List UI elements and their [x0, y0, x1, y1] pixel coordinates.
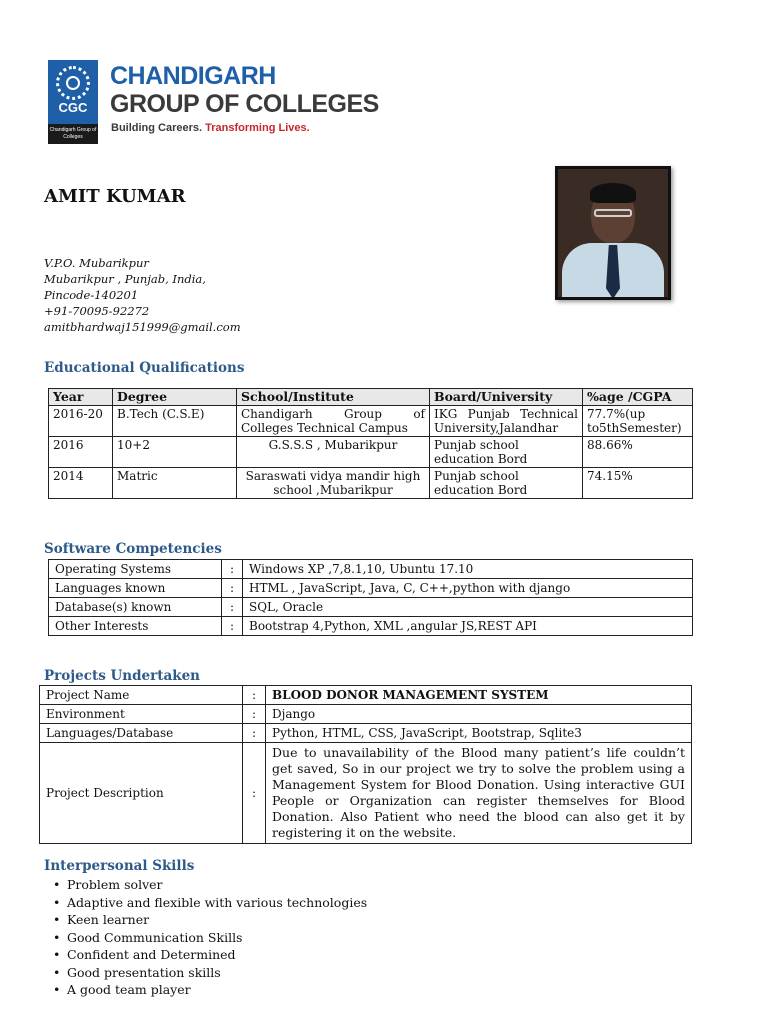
cell-label: Environment [40, 705, 243, 724]
list-item [53, 911, 367, 929]
skill-text: A good team player [67, 982, 191, 997]
list-item [53, 981, 367, 999]
list-item [53, 929, 367, 947]
table-row [40, 705, 692, 724]
skill-text: Good presentation skills [67, 964, 221, 980]
cell-separator: : [222, 598, 243, 617]
email-address: amitbhardwaj151999@gmail.com [44, 320, 241, 334]
cell-degree: B.Tech (C.S.E) [113, 406, 237, 437]
cell-separator: : [243, 743, 266, 844]
list-item [53, 876, 367, 894]
table-row [49, 617, 693, 636]
cell-value: Python, HTML, CSS, JavaScript, Bootstrap, Sqlite3 [266, 724, 692, 743]
emblem-caption: Chandigarh Group of Colleges [48, 124, 98, 144]
cell-label: Database(s) known [49, 598, 222, 617]
cell-board: Punjab school education Bord [430, 437, 583, 468]
header-school: School/Institute [237, 389, 430, 406]
header-percentage: %age /CGPA [583, 389, 693, 406]
cgc-emblem [48, 60, 98, 144]
bullet-icon: • [53, 877, 61, 892]
address-line: Mubarikpur , Punjab, India, [44, 272, 206, 286]
cell-board: IKG Punjab Technical University,Jalandhar [430, 406, 583, 437]
skill-text: Keen learner [67, 912, 150, 927]
cell-separator: : [243, 686, 266, 705]
tagline-part2: Transforming Lives. [205, 122, 310, 134]
cell-percentage: 77.7%(up to5thSemester) [583, 406, 693, 437]
bullet-icon: • [53, 929, 61, 945]
table-row [40, 686, 692, 705]
cell-value: Bootstrap 4,Python, XML ,angular JS,REST API [243, 617, 693, 636]
cell-board: Punjab school education Bord [430, 468, 583, 499]
software-heading: Software Competencies [44, 541, 222, 557]
cell-value: Windows XP ,7,8.1,10, Ubuntu 17.10 [243, 560, 693, 579]
bullet-icon: • [53, 947, 61, 962]
table-row [49, 437, 693, 468]
project-name: BLOOD DONOR MANAGEMENT SYSTEM [266, 686, 692, 705]
cell-label: Project Description [40, 743, 243, 844]
cell-label: Project Name [40, 686, 243, 705]
profile-photo [555, 166, 671, 300]
phone-number: +91-70095-92272 [44, 304, 150, 318]
cell-year: 2016-20 [49, 406, 113, 437]
table-header-row [49, 389, 693, 406]
bullet-icon: • [53, 982, 61, 997]
address-line: V.P.O. Mubarikpur [44, 256, 149, 270]
cell-value: Django [266, 705, 692, 724]
cell-year: 2014 [49, 468, 113, 499]
table-row [40, 743, 692, 844]
cell-separator: : [222, 560, 243, 579]
tagline-part1: Building Careers. [111, 122, 203, 134]
skill-text: Adaptive and flexible with various technologies [67, 894, 368, 910]
gear-icon [56, 66, 90, 100]
table-row [49, 468, 693, 499]
list-item [53, 894, 367, 912]
bullet-icon: • [53, 964, 61, 980]
logo-title-line2: GROUP OF COLLEGES [110, 90, 379, 118]
header-year: Year [49, 389, 113, 406]
list-item [53, 964, 367, 982]
header-board: Board/University [430, 389, 583, 406]
cell-percentage: 74.15% [583, 468, 693, 499]
table-row [49, 560, 693, 579]
software-table [48, 559, 693, 636]
cell-year: 2016 [49, 437, 113, 468]
projects-heading: Projects Undertaken [44, 668, 200, 684]
skill-text: Problem solver [67, 877, 163, 892]
candidate-name: AMIT KUMAR [44, 186, 186, 207]
cell-percentage: 88.66% [583, 437, 693, 468]
address-line: Pincode-140201 [44, 288, 139, 302]
cell-degree: 10+2 [113, 437, 237, 468]
cell-separator: : [243, 705, 266, 724]
project-description: Due to unavailability of the Blood many patient’s life couldn’t get saved, So in our project we try to solve the problem using a Management System for Blood Donation. Using interactive GUI People or Organization can register themselves for Blood Donation. Also Patient who need the blood can also get it by registering it on the website. [266, 743, 692, 844]
cell-degree: Matric [113, 468, 237, 499]
cell-school: Chandigarh Group of Colleges Technical Campus [237, 406, 430, 437]
cell-label: Languages/Database [40, 724, 243, 743]
logo-tagline [111, 122, 310, 134]
bullet-icon: • [53, 894, 61, 910]
logo-title-line1: CHANDIGARH [110, 62, 276, 90]
cell-label: Languages known [49, 579, 222, 598]
cell-separator: : [243, 724, 266, 743]
cell-school: Saraswati vidya mandir high school ,Mubarikpur [237, 468, 430, 499]
skills-list [53, 876, 367, 999]
cell-value: SQL, Oracle [243, 598, 693, 617]
cell-label: Operating Systems [49, 560, 222, 579]
table-row [49, 579, 693, 598]
cell-label: Other Interests [49, 617, 222, 636]
table-row [49, 598, 693, 617]
cell-separator: : [222, 617, 243, 636]
emblem-initials: CGC [58, 100, 88, 115]
skill-text: Good Communication Skills [67, 929, 243, 945]
skill-text: Confident and Determined [67, 947, 236, 962]
cell-value: HTML , JavaScript, Java, C, C++,python with django [243, 579, 693, 598]
list-item [53, 946, 367, 964]
cell-separator: : [222, 579, 243, 598]
education-heading: Educational Qualifications [44, 360, 245, 376]
projects-table [39, 685, 692, 844]
education-table [48, 388, 693, 499]
contact-address [44, 255, 241, 335]
bullet-icon: • [53, 912, 61, 927]
table-row [40, 724, 692, 743]
header-degree: Degree [113, 389, 237, 406]
table-row [49, 406, 693, 437]
skills-heading: Interpersonal Skills [44, 858, 195, 874]
cell-school: G.S.S.S , Mubarikpur [237, 437, 430, 468]
